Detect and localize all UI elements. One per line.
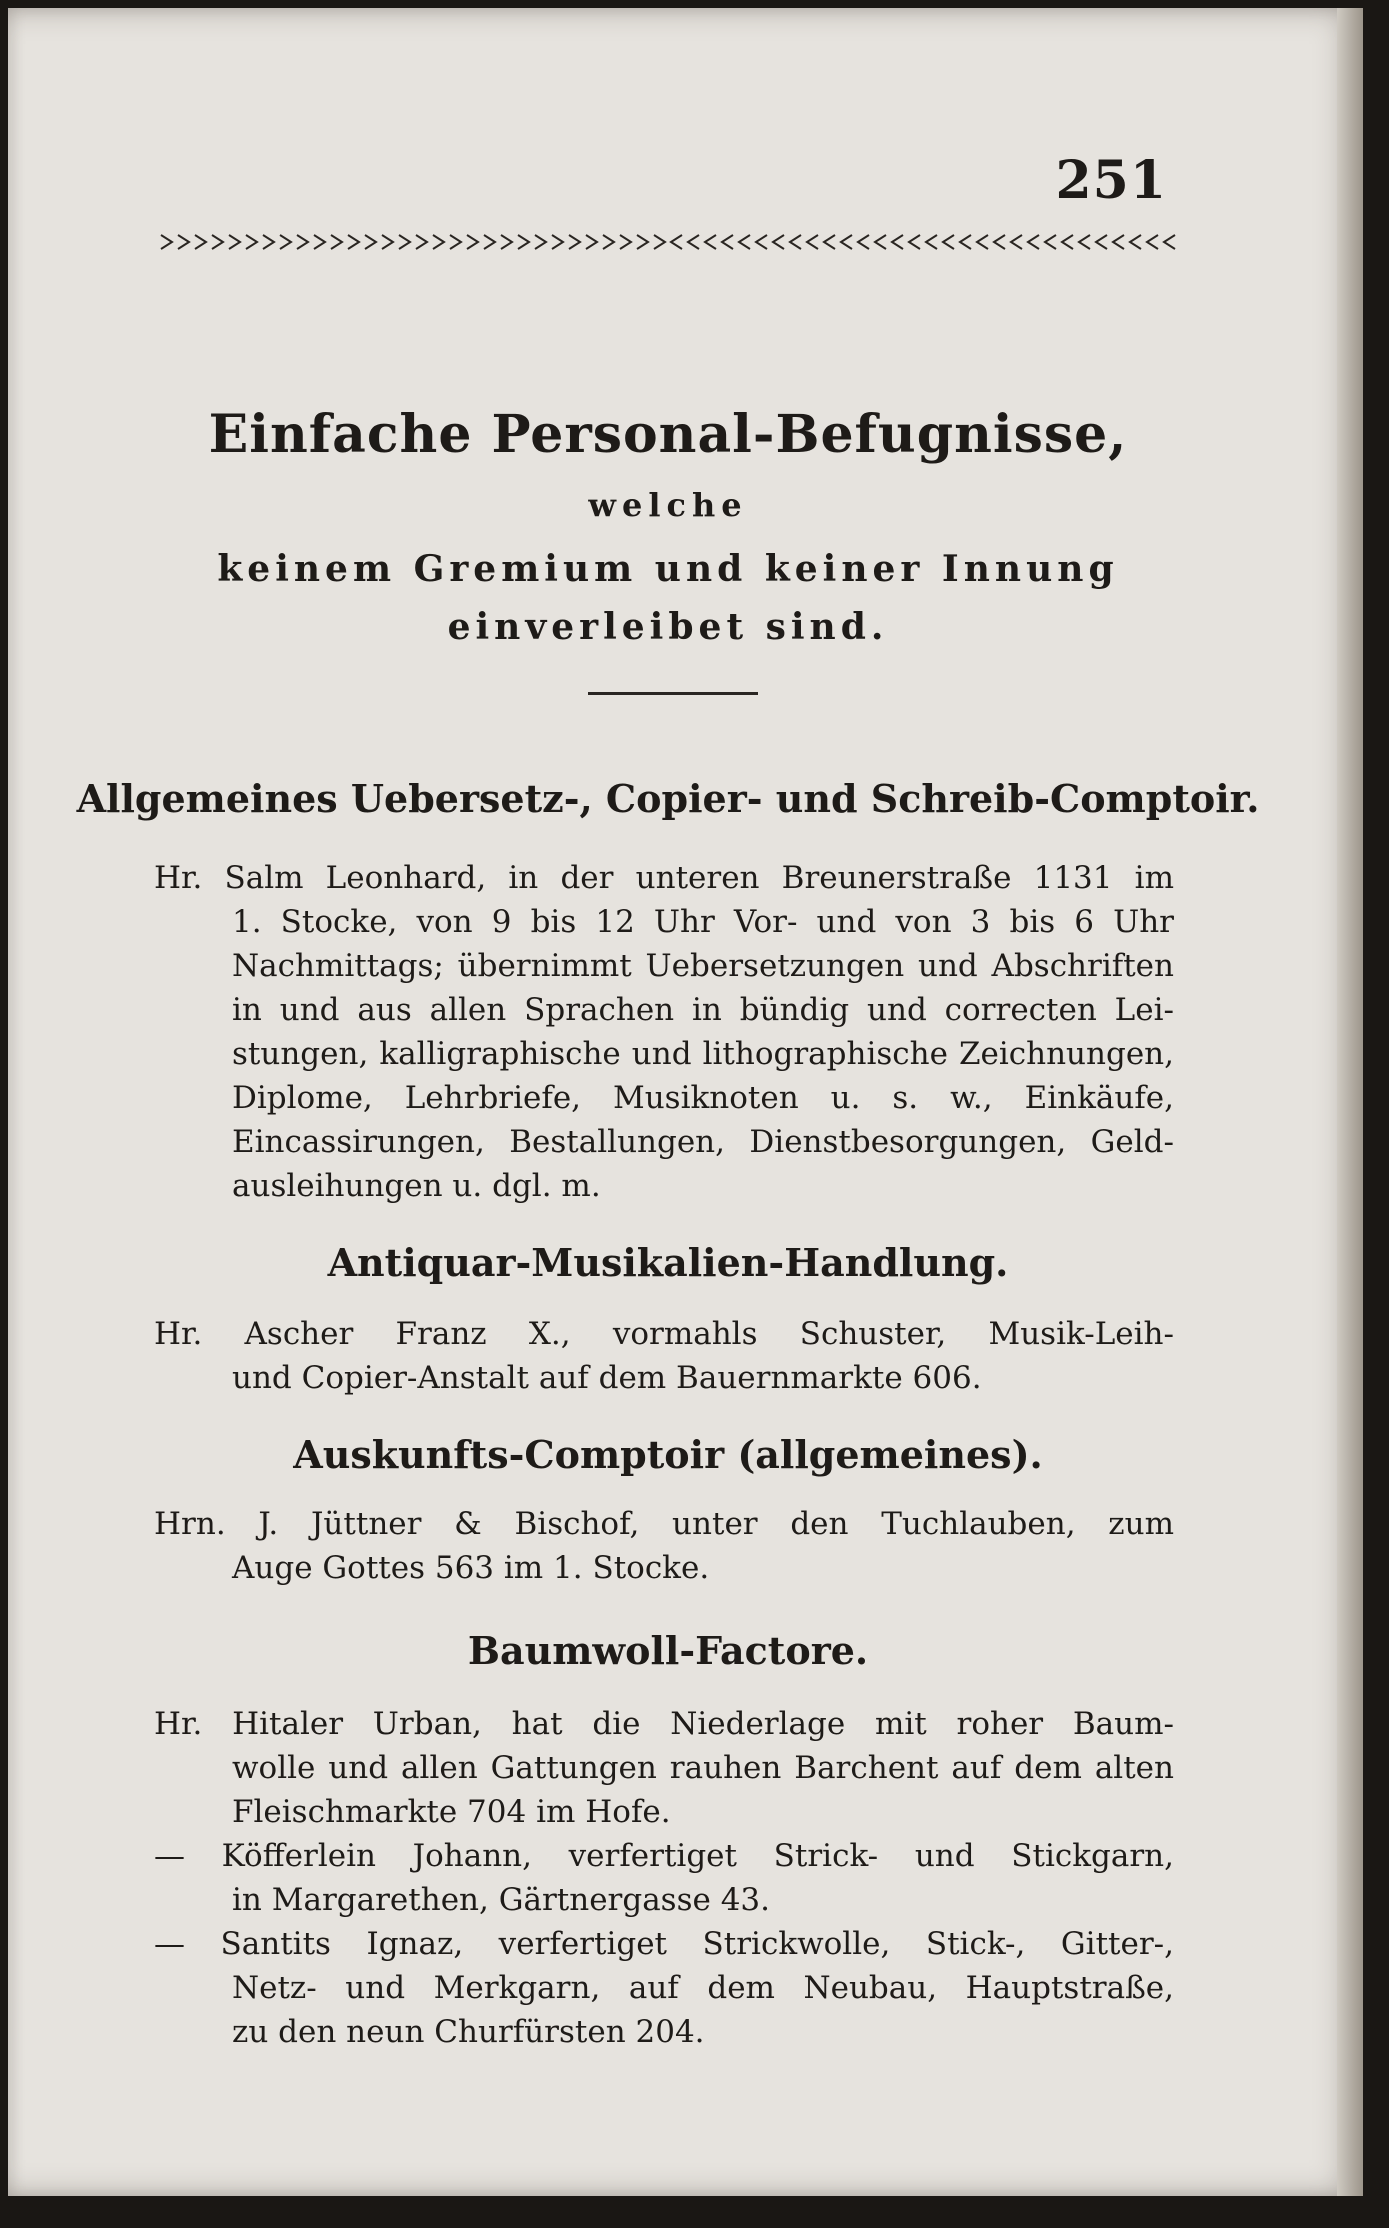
ornament-chevron: [603, 235, 614, 249]
entry-line: Hr. Hitaler Urban, hat die Niederlage mit roher Baum-: [154, 1706, 1174, 1742]
ornament-chevron: [1147, 235, 1158, 249]
entry-line: Auge Gottes 563 im 1. Stocke.: [232, 1550, 710, 1586]
ornament-chevron: [348, 235, 359, 249]
entry-line: Diplome, Lehrbriefe, Musiknoten u. s. w., Einkäufe,: [232, 1080, 1174, 1116]
page-paper: [8, 8, 1363, 2196]
entry-line: in Margarethen, Gärtnergasse 43.: [232, 1882, 771, 1918]
ornament-chevron: [909, 235, 920, 249]
entry-line: Nachmittags; übernimmt Uebersetzungen und Abschriften: [232, 948, 1174, 984]
entry-line: ausleihungen u. dgl. m.: [232, 1168, 601, 1204]
ornament-chevron: [705, 235, 716, 249]
title-line-einverleibet: einverleibet sind.: [447, 606, 889, 648]
ornament-chevron: [671, 235, 682, 249]
ornament-chevron: [722, 235, 733, 249]
title-rule: [588, 692, 758, 695]
ornament-chevron: [229, 235, 240, 249]
main-title: Einfache Personal-Befugnisse,: [208, 404, 1128, 465]
section-heading-baumwoll: Baumwoll-Factore.: [467, 1628, 869, 1673]
ornament-chevron: [365, 235, 376, 249]
entry-line: Hrn. J. Jüttner & Bischof, unter den Tuchlauben, zum: [154, 1506, 1174, 1542]
entry-line: stungen, kalligraphische und lithographische Zeichnungen,: [232, 1036, 1174, 1072]
ornament-chevron: [382, 235, 393, 249]
section-heading-comptoir: Allgemeines Uebersetz-, Copier- und Schreib-Comptoir.: [76, 776, 1260, 821]
entry-line: in und aus allen Sprachen in bündig und correcten Lei-: [232, 992, 1174, 1028]
ornament-chevron: [195, 235, 206, 249]
ornament-chevron: [756, 235, 767, 249]
ornament-chevron: [892, 235, 903, 249]
entry-line: und Copier-Anstalt auf dem Bauernmarkte 606.: [232, 1360, 982, 1396]
entry-line: zu den neun Churfürsten 204.: [232, 2014, 705, 2050]
ornament-chevron: [212, 235, 223, 249]
ornament-chevron: [1164, 235, 1175, 249]
ornament-chevron: [1045, 235, 1056, 249]
ornament-chevron: [280, 235, 291, 249]
ornament-chevron: [331, 235, 342, 249]
ornament-chevron: [399, 235, 410, 249]
ornament-chevron: [569, 235, 580, 249]
entry-line: 1. Stocke, von 9 bis 12 Uhr Vor- und von 3 bis 6 Uhr: [232, 904, 1174, 940]
ornament-chevron: [824, 235, 835, 249]
entry-line: wolle und allen Gattungen rauhen Barchent auf dem alten: [232, 1750, 1174, 1786]
section-heading-auskunfts: Auskunfts-Comptoir (allgemeines).: [293, 1432, 1043, 1477]
ornament-chevron: [416, 235, 427, 249]
ornament-chevron: [246, 235, 257, 249]
ornament-chevron: [977, 235, 988, 249]
ornament-chevron: [807, 235, 818, 249]
ornament-chevron: [1079, 235, 1090, 249]
ornament-chevron: [1062, 235, 1073, 249]
ornament-chevron: [1130, 235, 1141, 249]
ornament-chevron: [739, 235, 750, 249]
ornament-chevron: [297, 235, 308, 249]
ornament-chevron: [943, 235, 954, 249]
ornament-chevron: [484, 235, 495, 249]
ornament-chevron: [433, 235, 444, 249]
ornament-chevron: [535, 235, 546, 249]
entry-line: Hr. Ascher Franz X., vormahls Schuster, Musik-Leih-: [154, 1316, 1174, 1352]
ornament-chevron: [926, 235, 937, 249]
page-edge-shadow: [1337, 8, 1363, 2196]
ornament-chevron: [875, 235, 886, 249]
ornament-chevron: [688, 235, 699, 249]
ornament-chevron: [790, 235, 801, 249]
ornament-chevron: [654, 235, 665, 249]
ornament-chevron: [263, 235, 274, 249]
ornament-chevron: [773, 235, 784, 249]
page-number: 251: [1055, 150, 1167, 211]
section-heading-antiquar: Antiquar-Musikalien-Handlung.: [327, 1240, 1009, 1285]
ornament-chevron: [994, 235, 1005, 249]
ornament-chevron: [620, 235, 631, 249]
ornament-chevron: [1028, 235, 1039, 249]
ornament-chevron: [450, 235, 461, 249]
ornament-chevron: [841, 235, 852, 249]
ornament-chevron: [178, 235, 189, 249]
entry-line: Hr. Salm Leonhard, in der unteren Breunerstraße 1131 im: [154, 860, 1174, 896]
ornament-chevron: [1096, 235, 1107, 249]
ornament-chevron: [552, 235, 563, 249]
title-line-welche: welche: [588, 486, 748, 524]
ornament-chevron: [518, 235, 529, 249]
entry-line: Netz- und Merkgarn, auf dem Neubau, Hauptstraße,: [232, 1970, 1174, 2006]
ornament-chevron: [858, 235, 869, 249]
entry-line: — Santits Ignaz, verfertiget Strickwolle, Stick-, Gitter-,: [154, 1926, 1174, 1962]
ornament-chevron: [960, 235, 971, 249]
entry-line: Eincassirungen, Bestallungen, Dienstbesorgungen, Geld-: [232, 1124, 1174, 1160]
entry-line: — Köfferlein Johann, verfertiget Strick- und Stickgarn,: [154, 1838, 1174, 1874]
ornament-chevron: [586, 235, 597, 249]
title-line-gremium: keinem Gremium und keiner Innung: [217, 548, 1119, 590]
ornament-chevron: [161, 235, 172, 249]
ornamental-divider: [158, 230, 1178, 254]
ornament-chevron: [1113, 235, 1124, 249]
entry-line: Fleischmarkte 704 im Hofe.: [232, 1794, 671, 1830]
ornament-chevron: [467, 235, 478, 249]
ornament-chevron: [314, 235, 325, 249]
ornament-chevron: [1011, 235, 1022, 249]
ornament-chevron: [637, 235, 648, 249]
ornament-chevron: [501, 235, 512, 249]
